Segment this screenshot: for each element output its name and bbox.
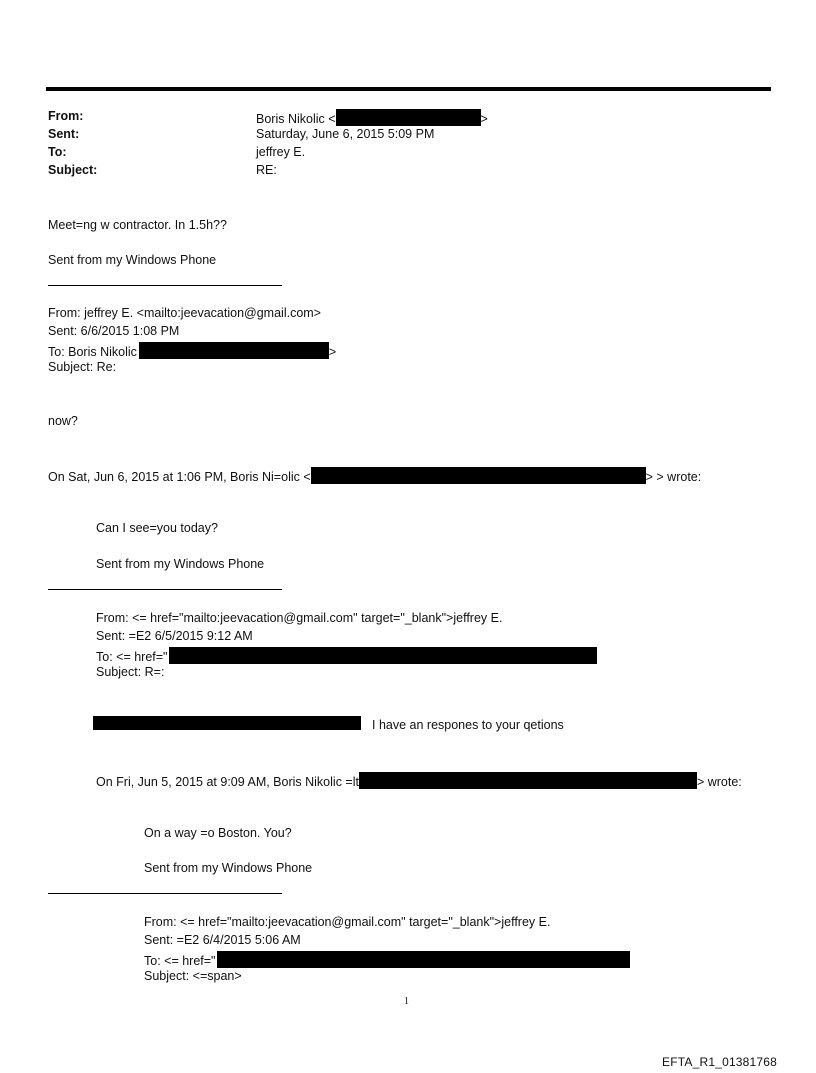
to-value: jeffrey E.: [256, 145, 306, 159]
sent-value: Saturday, June 6, 2015 5:09 PM: [256, 127, 435, 141]
quote3-from: From: <= href="mailto:jeevacation@gmail.com" target="_blank">jeffrey E.: [144, 915, 551, 929]
quote2-from: From: <= href="mailto:jeevacation@gmail.com" target="_blank">jeffrey E.: [96, 611, 503, 625]
separator-line: [48, 589, 282, 590]
subject-label: Subject:: [48, 163, 98, 177]
from-label: From:: [48, 109, 84, 123]
quote2-wrote-prefix: On Fri, Jun 5, 2015 at 9:09 AM, Boris Nikolic =lt: [96, 775, 359, 789]
quote2-to-text: To: <= href=": [96, 650, 168, 664]
redaction-block: [336, 109, 481, 126]
quote3-subject: Subject: <=span>: [144, 969, 242, 983]
redaction-block: [311, 467, 646, 484]
quote2-subject: Subject: R=:: [96, 665, 165, 679]
separator-line: [48, 285, 282, 286]
quote2-body: Can I see=you today?: [96, 521, 218, 535]
quote3-sent: Sent: =E2 6/4/2015 5:06 AM: [144, 933, 301, 947]
quote1-wrote-suffix: > > wrote:: [645, 470, 702, 484]
sent-label: Sent:: [48, 127, 80, 141]
redaction-block: [169, 647, 597, 664]
quote3-to-text: To: <= href=": [144, 954, 216, 968]
bates-number: EFTA_R1_01381768: [662, 1055, 778, 1069]
quote1-body: now?: [48, 414, 78, 428]
quote3-to: [144, 951, 630, 968]
quote1-wrote-line: [48, 467, 701, 484]
quote1-to-tail: >: [328, 345, 337, 359]
quote2-sent: Sent: =E2 6/5/2015 9:12 AM: [96, 629, 253, 643]
redaction-block: [359, 772, 697, 789]
quote2-to: [96, 647, 597, 664]
page-number: 1: [404, 996, 409, 1007]
redaction-block: [93, 716, 361, 730]
quote2-reply: I have an respones to your qetions: [372, 718, 564, 732]
from-value: [256, 109, 488, 126]
quote3-body: On a way =o Boston. You?: [144, 826, 292, 840]
quote1-subject: Subject: Re:: [48, 360, 117, 374]
signature: Sent from my Windows Phone: [48, 253, 217, 267]
subject-value: RE:: [256, 163, 277, 177]
from-tail: >: [480, 112, 488, 126]
separator-line: [48, 893, 282, 894]
quote2-wrote-line: [96, 772, 742, 789]
body-line: Meet=ng w contractor. In 1.5h??: [48, 218, 227, 232]
redaction-block: [217, 951, 630, 968]
quote1-to: [48, 342, 336, 359]
to-label: To:: [48, 145, 67, 159]
quote3-signature: Sent from my Windows Phone: [144, 861, 313, 875]
quote2-wrote-suffix: > wrote:: [696, 775, 742, 789]
quote1-wrote-prefix: On Sat, Jun 6, 2015 at 1:06 PM, Boris Ni=olic <: [48, 470, 311, 484]
quote1-to-text: To: Boris Nikolic: [48, 345, 137, 359]
redaction-block: [139, 342, 329, 359]
from-name: Boris Nikolic <: [256, 112, 336, 126]
quote2-signature: Sent from my Windows Phone: [96, 557, 265, 571]
quote1-from: From: jeffrey E. <mailto:jeevacation@gmail.com>: [48, 306, 321, 320]
top-rule: [46, 87, 771, 91]
quote1-sent: Sent: 6/6/2015 1:08 PM: [48, 324, 180, 338]
